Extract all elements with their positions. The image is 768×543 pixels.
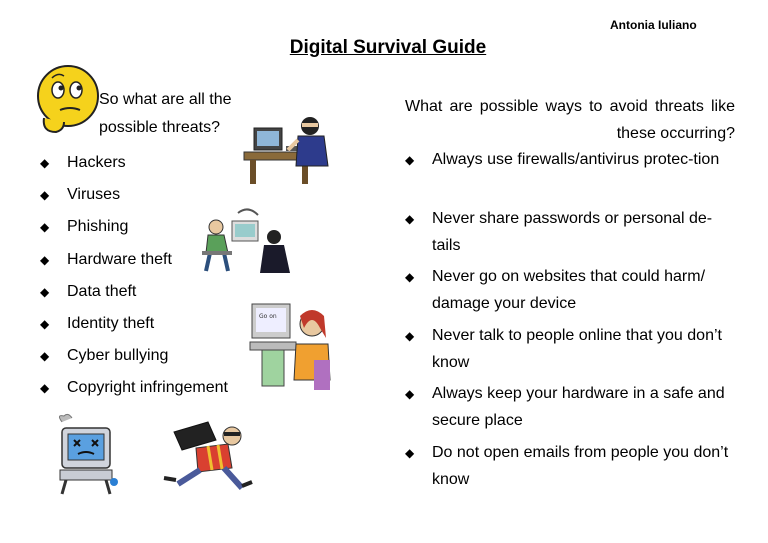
list-item: ◆ Always use firewalls/antivirus protec-tion [405,146,730,205]
list-item: ◆ Never share passwords or personal de-tails [405,205,730,264]
bullet-icon: ◆ [40,349,50,364]
bullet-icon: ◆ [40,188,50,203]
bullet-icon: ◆ [40,284,50,299]
bullet-icon: ◆ [405,445,415,460]
hacker-at-computer-icon [240,110,332,188]
bullet-icon: ◆ [40,316,50,331]
bullet-icon: ◆ [405,211,415,226]
list-item: ◆ Data theft [40,280,250,312]
list-item: ◆ Cyber bullying [40,344,250,376]
svg-text:Go on: Go on [259,313,277,320]
list-item: ◆ Identity theft [40,312,250,344]
list-item: ◆ Never go on websites that could harm/ damage your device [405,263,730,322]
list-item: ◆ Never talk to people online that you don’t know [405,322,730,381]
threat-list [40,151,250,409]
bullet-icon: ◆ [40,381,50,396]
thief-running-icon [158,418,254,494]
bullet-icon: ◆ [405,387,415,401]
list-item: ◆ Hackers [40,151,250,183]
bullet-icon: ◆ [405,153,415,167]
bullet-icon: ◆ [40,156,50,170]
list-item: ◆ Hardware theft [40,248,250,280]
phishing-icon [198,205,296,277]
right-question: What are possible ways to avoid threats like these occurring? [405,98,735,142]
list-item: ◆ Viruses [40,183,250,215]
left-question: So what are all the possible threats? [99,91,232,136]
broken-computer-icon [52,412,120,496]
bullet-icon: ◆ [40,220,50,235]
computer-user-icon [248,300,332,392]
thinking-smiley-icon [30,60,102,140]
author-name: Antonia Iuliano [610,18,697,32]
list-item: ◆ Copyright infringement [40,376,250,408]
page-title: Digital Survival Guide [289,37,487,58]
tip-list [405,146,730,497]
bullet-icon: ◆ [405,270,415,284]
list-item: ◆ Always keep your hardware in a safe and secure place [405,380,730,439]
bullet-icon: ◆ [40,252,50,267]
list-item: ◆ Do not open emails from people you don’t know [405,439,730,498]
list-item: ◆ Phishing [40,215,250,247]
bullet-icon: ◆ [405,328,415,343]
